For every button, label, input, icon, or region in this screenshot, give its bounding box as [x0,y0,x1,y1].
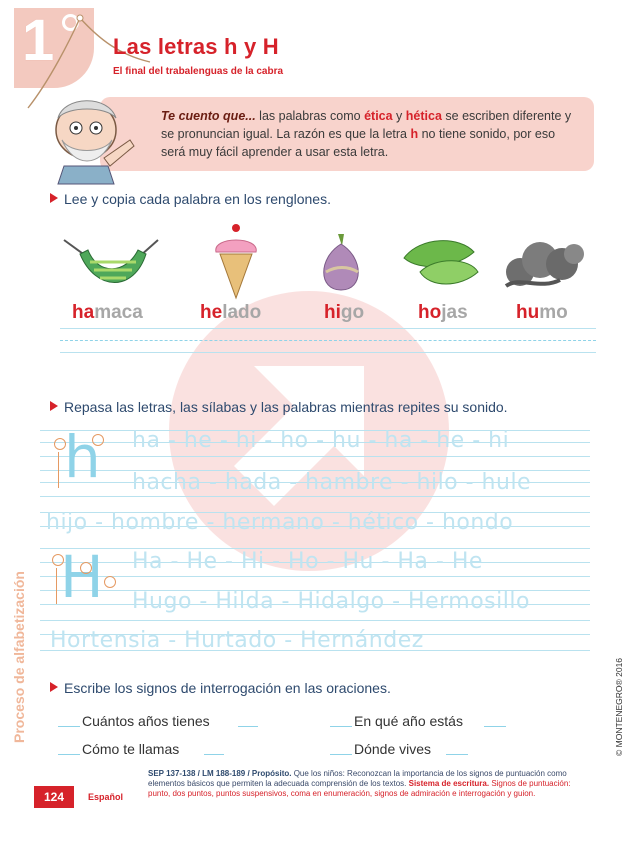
stroke-start-1-icon [54,438,66,450]
info-text-b: y [392,109,406,123]
bullet-triangle-icon [50,193,58,203]
sentence-4: Dónde vives [354,741,432,757]
footnote-ref: SEP 137-138 / LM 188-189 / Propósito. [148,769,292,778]
subject-label: Español [88,792,124,802]
storyteller-character-icon [34,88,144,188]
footnote [148,769,594,799]
answer-blank[interactable] [58,754,80,755]
footnote-system-label: Sistema de escritura. [408,779,490,788]
bullet-triangle-icon [50,401,58,411]
word-rest: maca [94,302,143,323]
word-hl: hu [516,302,540,323]
answer-blank[interactable] [446,754,468,755]
trace-row-3: hijo - hombre - hermano - hético - hondo [46,510,514,535]
trace-row-4: Ha - He - Hi - Ho - Hu - Ha - He [132,549,483,574]
stroke-start-2-icon [80,562,92,574]
word-rest: jas [441,302,468,323]
word-hl: ha [72,302,95,323]
leaves-icon [400,238,480,288]
info-letter-h: h [410,127,419,141]
word-hl: he [200,302,223,323]
info-text-d: no tiene sonido, por eso será muy fácil aprender a usar esta letra. [161,127,556,159]
info-text [161,107,581,161]
word-hojas [418,302,468,324]
footnote-text: Que los niños: Reconozcan la importancia de los signos de puntuación como elementos básicos que permiten la adecuada comprensión de los textos. [148,769,567,788]
answer-blank[interactable] [330,754,352,755]
info-text-a: las palabras como [255,109,365,123]
info-text-c: se escriben diferente y se pronuncian igual. La razón es que la letra [161,109,572,141]
instruction-trace-text: Repasa las letras, las sílabas y las palabras mientras repites su sonido. [64,399,508,415]
hammock-icon [56,228,166,298]
fig-icon [316,232,366,294]
trace-row-6: Hortensia - Hurtado - Hernández [50,628,424,653]
info-lead: Te cuento que... [161,109,256,123]
word-humo [516,302,568,324]
info-word-hetica: hética [405,109,442,123]
info-word-etica: ética [364,109,393,123]
page-title: Las letras h y H [113,34,279,59]
trace-row-2: hacha - hada - hambre - hilo - hule [132,470,532,495]
word-rest: mo [539,302,568,323]
stroke-arrow-icon [56,568,57,604]
ice-cream-icon [206,222,266,300]
word-hamaca [72,302,143,324]
word-rest: lado [222,302,262,323]
copyright: © MONTENEGRO® 2016 [614,657,624,756]
smoke-icon [500,236,588,292]
stroke-start-2-icon [92,434,104,446]
instruction-punctuation-text: Escribe los signos de interrogación en las oraciones. [64,680,391,696]
trace-row-1: ha - he - hi - ho - hu - ha - he - hi [132,428,510,453]
instruction-trace [50,399,508,415]
answer-blank[interactable] [238,726,258,727]
word-higo [324,302,364,324]
answer-blank[interactable] [58,726,80,727]
model-letter-h: h [64,423,101,491]
grade-number: 1 [22,8,55,73]
sidebar-label: Proceso de alfabetización [11,571,27,743]
answer-blank[interactable] [330,726,352,727]
word-hl: hi [324,302,341,323]
word-rest: go [340,302,365,323]
instruction-copy [50,191,331,207]
sentence-3: Cómo te llamas [82,741,180,757]
answer-blank[interactable] [484,726,506,727]
footnote-system-text: Signos de puntuación: punto, dos puntos, puntos suspensivos, coma en enumeración, signos de admiración e interrogación y guion. [148,779,571,798]
stroke-start-1-icon [52,554,64,566]
page-number: 124 [34,786,74,808]
stroke-arrow-icon [58,452,59,488]
model-letter-H: H [60,543,104,611]
instruction-copy-text: Lee y copia cada palabra en los renglones. [64,191,331,207]
answer-blank[interactable] [204,754,224,755]
page-subtitle: El final del trabalenguas de la cabra [113,66,284,77]
instruction-punctuation [50,680,391,696]
trace-row-5: Hugo - Hilda - Hidalgo - Hermosillo [132,589,530,614]
sentence-2: En qué año estás [354,713,463,729]
stroke-start-3-icon [104,576,116,588]
word-hl: ho [418,302,442,323]
sentence-1: Cuántos años tienes [82,713,210,729]
word-helado [200,302,261,324]
bullet-triangle-icon [50,682,58,692]
